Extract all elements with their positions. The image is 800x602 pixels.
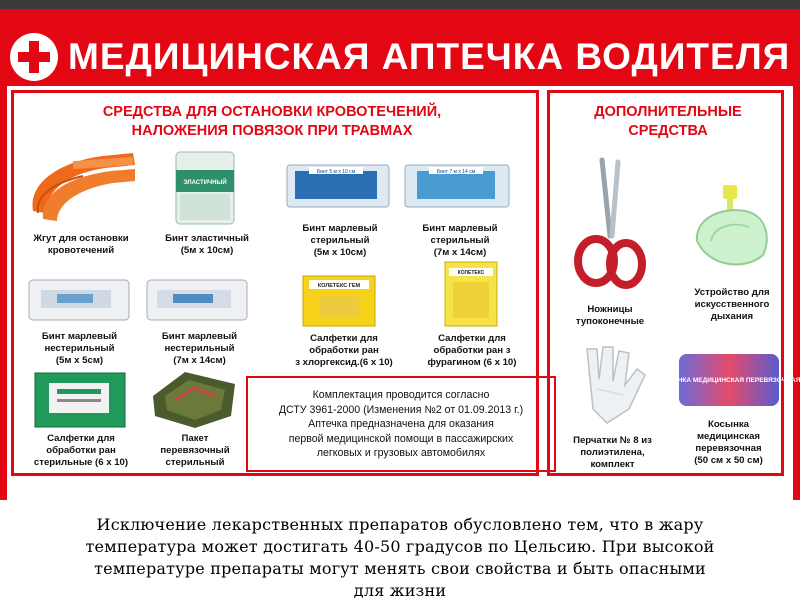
kerchief-image — [657, 348, 800, 414]
sterile-bandage-image — [285, 159, 395, 214]
nonsterile-bandage-large-image — [145, 276, 250, 326]
item-label: Салфетки для обработки ран з хлоргексид.(6 х 10) — [295, 333, 393, 368]
dressing-package-image — [145, 366, 241, 432]
furagin-wipes-image — [439, 258, 501, 330]
item-label: Салфетки для обработки ран стерильные (6 х 10) — [33, 433, 129, 468]
sterile-wipes-image — [31, 369, 129, 431]
sterile-bandage-large-image — [403, 159, 513, 214]
note-text: Комплектация проводится согласно ДСТУ 3961-2000 (Изменения №2 от 01.09.2013 г.) Аптечка предназначена для оказания первой медицинской помощи в пассажирских легковых и грузовых автомобилях — [278, 389, 524, 459]
top-bar — [0, 0, 800, 9]
elastic-bandage-image — [170, 146, 240, 228]
left-section-heading: СРЕДСТВА ДЛЯ ОСТАНОВКИ КРОВОТЕЧЕНИЙ, НАЛОЖЕНИЯ ПОВЯЗОК ПРИ ТРАВМАХ — [102, 104, 442, 139]
scissors-image — [572, 156, 647, 296]
package-print: КОЛЕТЕКС — [457, 270, 485, 276]
item-label: Салфетки для обработки ран з фурагином (6 х 10) — [427, 333, 517, 368]
gloves-image — [567, 339, 662, 429]
tourniquet-image — [23, 141, 138, 226]
package-print: ЭЛАСТИЧНЫЙ — [183, 180, 227, 186]
item-label: Бинт марлевый стерильный (5м х 10см) — [302, 223, 378, 258]
poster-title: МЕДИЦИНСКАЯ АПТЕЧКА ВОДИТЕЛЯ — [68, 36, 791, 77]
item-label: Пакет перевязочный стерильный — [160, 433, 230, 468]
item-label: Бинт марлевый нестерильный (5м х 5см) — [41, 331, 118, 366]
footer-logo — [532, 490, 566, 497]
package-print: КОСЫНКА МЕДИЦИНСКАЯ ПЕРЕВЯЗОЧНАЯ — [657, 377, 800, 384]
right-section-heading: ДОПОЛНИТЕЛЬНЫЕ СРЕДСТВА — [594, 104, 742, 139]
package-print: КОЛЕТЕКС ГЕМ — [317, 283, 361, 289]
item-label: Ножницы тупоконечные — [575, 304, 645, 327]
item-label: Бинт эластичный (5м х 10см) — [165, 233, 249, 256]
item-label: Бинт марлевый нестерильный (7м х 14см) — [161, 331, 238, 366]
item-label: Косынка медицинская перевязочная (50 см х 50 см) — [694, 419, 763, 466]
item-label: Устройство для искусственного дыхания — [694, 287, 770, 322]
slide-caption: Исключение лекарственных препаратов обусловлено тем, что в жару температура может достигать 40-50 градусов по Цельсию. При высокой температуре препараты могут менять свои свойства и быть опасными для жизни — [85, 515, 715, 600]
first-aid-poster — [0, 9, 800, 500]
item-label: Жгут для остановки кровотечений — [33, 233, 129, 256]
medical-cross-icon — [10, 33, 58, 81]
item-label: Бинт марлевый стерильный (7м х 14см) — [422, 223, 498, 258]
item-label: Перчатки № 8 из полиэтилена, комплект — [573, 435, 652, 470]
breathing-device-image — [685, 181, 775, 281]
poster-panel — [7, 86, 800, 501]
package-print: Бинт 7 м х 14 см — [436, 169, 476, 175]
nonsterile-bandage-image — [27, 276, 132, 326]
chlorhexidine-wipes-image — [299, 272, 379, 330]
package-print: Бинт 5 м х 10 см — [316, 169, 356, 175]
